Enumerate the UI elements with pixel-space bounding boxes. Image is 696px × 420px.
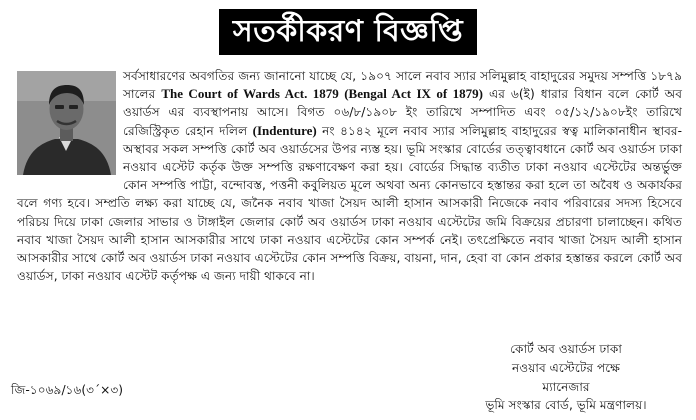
- signature-line-behalf: নওয়াব এস্টেটের পক্ষে: [511, 360, 620, 375]
- signature-line-designation: ম্যানেজার: [542, 379, 590, 394]
- notice-title: সতর্কীকরণ বিজ্ঞপ্তি: [219, 9, 477, 55]
- signature-line-ministry: ভূমি সংস্কার বোর্ড, ভূমি মন্ত্রণালয়।: [485, 398, 647, 413]
- body-part-1: সর্বসাধারণের অবগতির জন্য জানানো যাচ্ছে যে, ১৯০৭ সালে নবাব স্যার সলিমুল্লাহ বাহাদুরের সমুদয় সম্পত্তি ১৮৭৯ সালের: [123, 69, 682, 102]
- signature-line-office: কোর্ট অব ওয়ার্ডস ঢাকা: [510, 342, 622, 356]
- indenture-term: (Indenture): [252, 122, 317, 138]
- body-part-3: নং ৪১৪২ মূলে নবাব স্যার সলিমুল্লাহ বাহাদুরের স্বত্ব মালিকানাধীন স্থাবর-অস্থাবর সকল সম্পত্তি কোর্ট অব ওয়ার্ডসের উপর ন্যস্ত হয়। ভূমি সংস্কার বোর্ডের তত্ত্বাবধানে কোর্ট অব ওয়ার্ডস ঢাকা নওয়াব এস্টেট কর্তৃক উক্ত সম্পত্তি রক্ষণাবেক্ষণ করা হয়। বোর্ডের সিদ্ধান্ত ব্যতীত ঢাকা নওয়াব এস্টেটের অন্তর্ভুক্ত কোন সম্পত্তি পাট্টা, বন্দোবস্ত, পত্তনী কবুলিয়ত মূলে অথবা অন্য কোনভাবে হস্তান্তর করা হলে তা অবৈধ ও অকার্যকর বলে গণ্য হবে। সম্প্রতি লক্ষ্য করা যাচ্ছে যে, জনৈক নবাব খাজা সৈয়দ আলী হাসান আসকারী নিজেকে নবাব পরিবারের সদস্য হিসেবে পরিচয় দিয়ে ঢাকা জেলার সাভার ও টাঙ্গাইল জেলার কোর্ট অব ওয়ার্ডস ঢাকা নওয়াব এস্টেটের জমি বিক্রয়ের প্রচারণা চালাচ্ছেন। কথিত নবাব খাজা সৈয়দ আলী হাসান আসকারীর সাথে ঢাকা নওয়াব এস্টেটের কোন সম্পর্ক নেই। তৎপ্রেক্ষিতে নবাব খাজা সৈয়দ আলী হাসান আসকারীর সাথে কোর্ট অব ওয়ার্ডস ঢাকা নওয়াব এস্টেটের কোন সম্পত্তি বিক্রয়, বায়না, দান, হেবা বা কোন প্রকার হস্তান্তর করলে কোর্ট অব ওয়ার্ডস, ঢাকা নওয়াব এস্টেট কর্তৃপক্ষ এ জন্য দায়ী থাকবে না।: [17, 123, 682, 284]
- notice-body: [17, 67, 682, 285]
- signature-block: [466, 340, 666, 415]
- body-part-2: এর ৬(ই) ধারার বিধান বলে কোর্ট অব ওয়ার্ডস এর ব্যবস্থাপনায় আসে। বিগত ০৬/৮/১৯০৮ ইং তারিখে সম্পাদিত এবং ০৫/১২/১৯০৮ইং তারিখে রেজিস্ট্রিকৃত রেহান দলিল: [123, 87, 682, 138]
- photo-spacer: [17, 67, 123, 177]
- reference-number: জি-১০৬৯/১৬(৩´×৩): [11, 383, 124, 397]
- title-banner: [0, 9, 696, 55]
- act-reference: The Court of Wards Act. 1879 (Bengal Act IX of 1879): [161, 86, 483, 102]
